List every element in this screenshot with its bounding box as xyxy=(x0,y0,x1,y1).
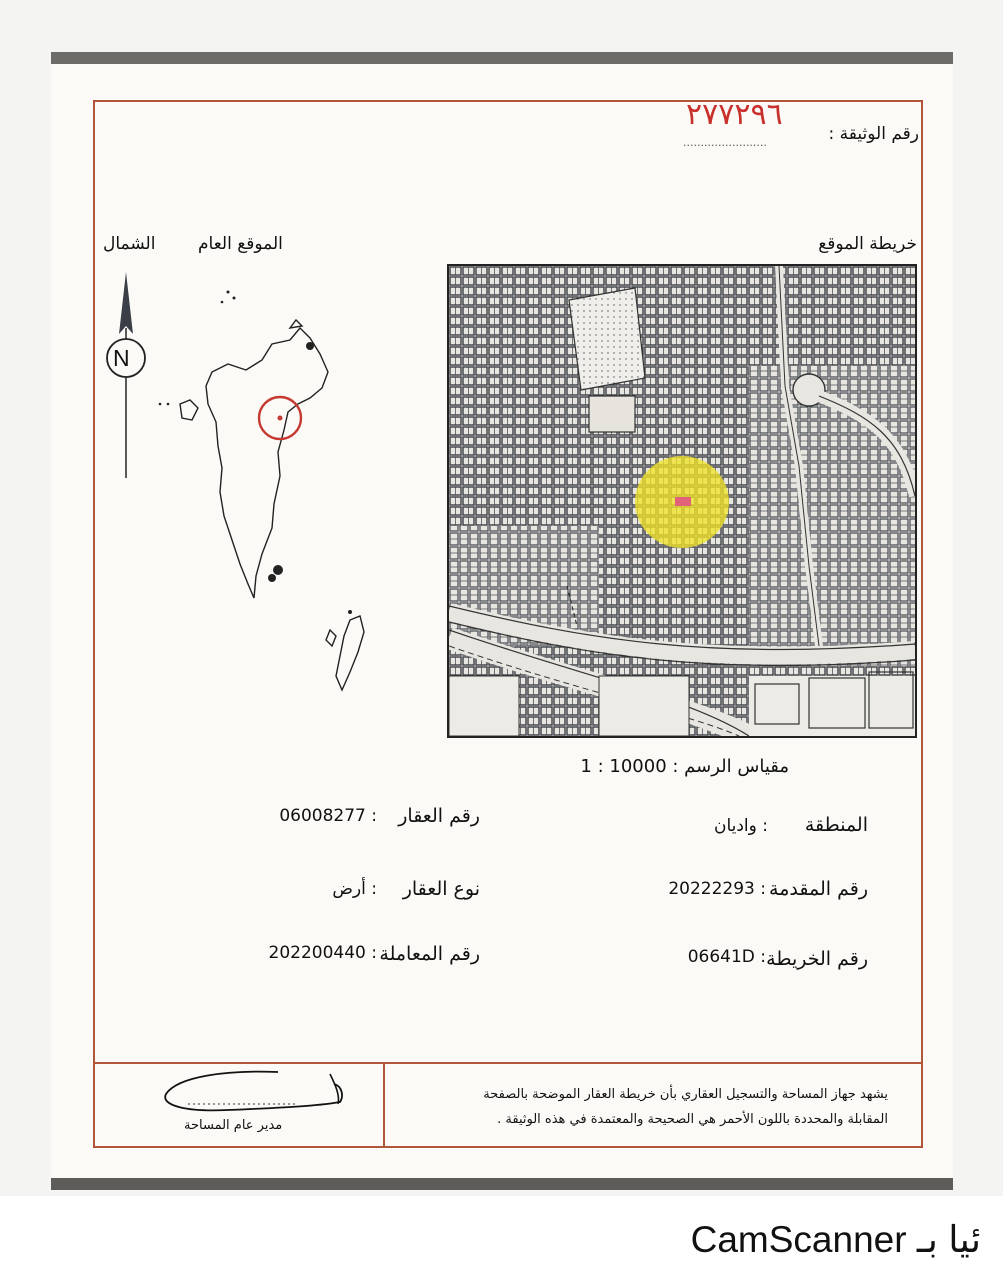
property-type-label: نوع العقار xyxy=(402,878,480,900)
region-label: المنطقة xyxy=(804,814,868,836)
general-location-label: الموقع العام xyxy=(198,234,283,254)
footer-divider xyxy=(95,1062,921,1064)
plan-number-value: : 20222293 xyxy=(668,879,766,899)
north-arrow-icon xyxy=(100,268,152,483)
property-number-label: رقم العقار xyxy=(398,805,480,827)
site-map-label: خريطة الموقع xyxy=(818,234,917,254)
region-value: : واديان xyxy=(713,816,768,836)
camscanner-watermark: ئيا بـ CamScanner xyxy=(690,1219,981,1260)
doc-number-handwritten: ٢٧٧٢٩٦ xyxy=(686,97,783,132)
signatory-title: مدير عام المساحة xyxy=(184,1118,283,1133)
property-number-value: : 06008277 xyxy=(279,806,377,826)
north-letter: N xyxy=(113,345,130,371)
map-number-label: رقم الخريطة xyxy=(766,948,868,970)
scale-text: مقياس الرسم : 10000 : 1 xyxy=(580,756,789,777)
doc-number-dots: ........................ xyxy=(683,136,767,149)
transaction-number-label: رقم المعاملة xyxy=(379,943,480,965)
general-location-map xyxy=(150,280,380,710)
map-number-value: : 06641D xyxy=(687,947,766,967)
footer-column-divider xyxy=(383,1064,385,1146)
transaction-number-value: : 202200440 xyxy=(268,943,377,963)
north-label: الشمال xyxy=(103,234,156,254)
doc-number-label: رقم الوثيقة : xyxy=(828,124,919,144)
property-parcel xyxy=(675,497,691,506)
property-type-value: : أرض xyxy=(332,879,377,899)
plan-number-label: رقم المقدمة xyxy=(769,878,868,900)
signature-icon xyxy=(158,1066,358,1126)
certification-line-2: المقابلة والمحددة باللون الأحمر هي الصحيحة والمعتمدة في هذه الوثيقة . xyxy=(497,1112,888,1127)
certification-line-1: يشهد جهاز المساحة والتسجيل العقاري بأن خريطة العقار الموضحة بالصفحة xyxy=(483,1087,888,1102)
